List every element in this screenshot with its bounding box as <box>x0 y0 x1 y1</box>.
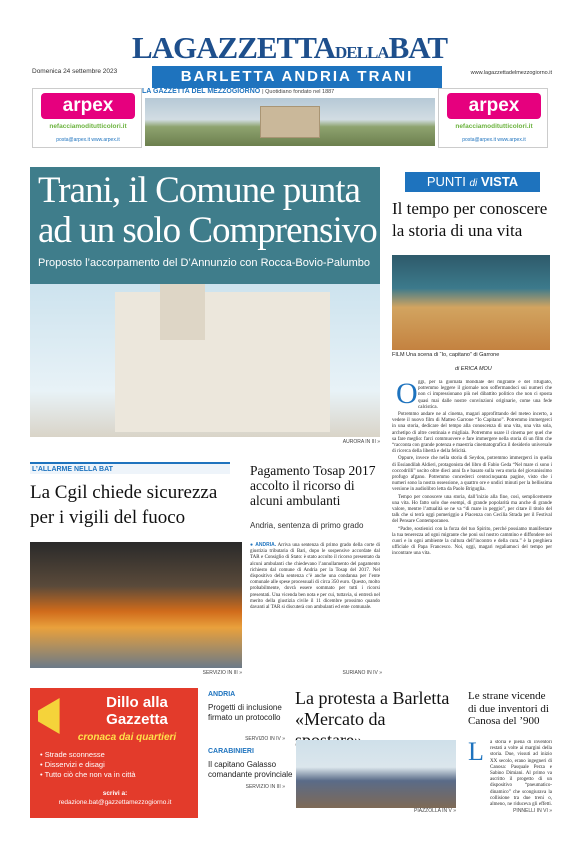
opinion-paragraph: ggi, per la giornata mondiale del migrante e del rifugiato, potremmo leggere il giornale non soffermandoci sui numeri che non ci impressionano più nel dibattito politico che non ci sposta quasi mai dalle nostre convinzioni originarie, come una fede calcistica. <box>418 380 552 410</box>
main-photo-credit: AURORA IN III » <box>342 439 380 445</box>
brand-gazzetta: GAZZETTA <box>173 30 336 65</box>
newspaper-logo <box>32 30 547 66</box>
market-photo <box>296 740 456 808</box>
opinion-author: di ERICA MOU <box>455 366 492 372</box>
dillo-title: Dillo alla Gazzetta <box>106 694 168 728</box>
opinion-dropcap: O <box>396 377 418 410</box>
main-subheadline: Proposto l’accorpamento del D’Annunzio con Rocca-Bovio-Palumbo <box>38 257 371 269</box>
dillo-write-label: scrivi a: <box>102 790 128 797</box>
castel-del-monte-photo <box>145 98 435 146</box>
carabinieri-brief-headline[interactable]: Il capitano Galasso comandante provinciale <box>208 760 293 779</box>
tosap-body-text: Arriva una sentenza di primo grado della corte di giustizia tributaria di Bari, dopo le sospensive accordate dal TAR e Consiglio di Stato: è stato accolto il ricorso presentato da alcuni ambulanti che chiedevano l’annullamento del pagamento richiesto dal comune di Andria per la Tosap del 2017. Nel dispositivo della sentenza c’è anche una condanna per l’ente comunale alle spese processuali di circa 350 euro. Questo, molto probabilmente, dovrà essere sommato per tutti i ricorsi presentati. Una vicenda ben nota e per cui, tuttavia, si entrerà nel merito della giustizia civile il 11 dicembre prossimo quando davanti al TAR si discuterà con ambulanti ed ente comunale. <box>250 543 380 611</box>
film-still-photo <box>392 255 550 350</box>
carabinieri-tag: CARABINIERI <box>208 748 254 755</box>
opinion-body <box>392 377 552 650</box>
tosap-dateline: ● ANDRIA. <box>250 542 277 548</box>
andria-brief-credit: SERVIZIO IN IV » <box>245 736 285 742</box>
mezzogiorno-title: LA GAZZETTA DEL MEZZOGIORNO <box>142 88 261 95</box>
mezzogiorno-subtitle: | Quotidiano fondato nel 1887 <box>262 89 335 95</box>
opinion-headline[interactable]: Il tempo per conoscere la storia di una vita <box>392 199 548 240</box>
ad-slogan: nefacciamoditutticolori.it <box>49 123 127 130</box>
pdv-word-vista: VISTA <box>480 174 519 189</box>
issue-date: Domenica 24 settembre 2023 <box>32 68 118 75</box>
inventori-headline[interactable]: Le strane vicende di due inventori di Canosa del ’900 <box>468 690 549 727</box>
ad-right[interactable] <box>438 88 548 148</box>
cities-banner: BARLETTA ANDRIA TRANI <box>152 66 442 88</box>
inventori-body: a storia è piena di inventori restati a volte ai margini della storia. Due, vissuti ad inizio XX secolo, erano ingegneri di Canosa: Pasquale Perza e Sabino Dimiani. Al primo va ascritto il progetto di un dispositivo “pneumatico-dinamico” che scongiurava la collisione tra due treni o, almeno, ne riduceva gli effetti. <box>490 740 552 808</box>
arpex-logo: arpex <box>447 93 541 119</box>
ad-contact: posta@arpex.it www.arpex.it <box>56 137 120 143</box>
list-item: • Strade sconnesse <box>40 750 196 760</box>
dillo-list <box>40 750 196 780</box>
allarme-section-label: L’ALLARME NELLA BAT <box>30 462 230 474</box>
list-item: • Disservizi e disagi <box>40 760 196 770</box>
dillo-email[interactable]: redazione.bat@gazzettamezzogiorno.it <box>58 799 172 806</box>
school-building-photo <box>30 284 380 437</box>
tosap-subheadline: Andria, sentenza di primo grado <box>250 521 364 530</box>
tosap-credit: SURIANO IN IV » <box>342 670 382 676</box>
cgil-headline[interactable]: La Cgil chiede sicurezza per i vigili del fuoco <box>30 482 218 528</box>
opinion-paragraph: “Padre, sostienici con la forza del tuo Spirito, perché possiamo manifestare la tua tenerezza ad ogni migrante che poni sul nostro cammino e diffondere nei cuori e in ogni ambiente la cultura dell’incontro e della cura.” è la preghiera ufficiale di Papa Francesco. Noi, oggi, magari regaliamoci del tempo per incontrare una vita. <box>392 526 552 557</box>
pdv-word-di: di <box>469 178 478 189</box>
ad-slogan: nefacciamoditutticolori.it <box>455 123 533 130</box>
market-photo-credit: PIAZZOLLA IN V » <box>414 808 456 814</box>
andria-brief-headline[interactable]: Progetti di inclusione firmato un protocollo <box>208 703 282 722</box>
film-caption: FILM Una scena di “Io, capitano” di Garrone <box>392 352 500 358</box>
tosap-body <box>250 542 380 670</box>
opinion-paragraph: Oppure, invece che nella storia di Seydou, potremmo immergerci in quella di Essiandilah Aldieri, protagonista del libro di Fabio Geda “Nel mare ci sono i coccodrilli” uscito oltre dieci anni fa e basato sulla vera storia del giovanissimo profugo afgano. Potremmo concederci centocinquanta pagine, visto che i numeri sono la nostra ossessione, a quattro ore e undici minuti per la bellissima versione in audiolibro letta da Paolo Briguglia. <box>392 456 552 493</box>
arpex-logo: arpex <box>41 93 135 119</box>
list-item: • Tutto ciò che non va in città <box>40 770 196 780</box>
dillo-alla-gazzetta-box[interactable] <box>30 688 198 818</box>
fire-photo <box>30 542 242 668</box>
carabinieri-brief-credit: SERVIZIO IN III » <box>245 784 285 790</box>
andria-tag: ANDRIA <box>208 691 236 698</box>
brand-bat: BAT <box>388 30 448 65</box>
inventori-credit: PINNELLI IN VI » <box>513 808 552 814</box>
protesta-headline[interactable]: La protesta a Barletta «Mercato da <box>295 688 450 729</box>
megaphone-icon <box>38 698 74 734</box>
ad-left[interactable] <box>32 88 142 148</box>
brand-della: DELLA <box>335 43 389 62</box>
inventori-dropcap: L <box>468 737 484 766</box>
ad-contact: posta@arpex.it www.arpex.it <box>462 137 526 143</box>
castle-shape <box>260 106 320 138</box>
brand-la: LA <box>131 30 174 65</box>
pdv-word-punti: PUNTI <box>426 174 466 189</box>
punti-di-vista-label <box>405 172 540 192</box>
main-headline: Trani, il Comune punta ad un solo Comprensivo <box>38 170 377 251</box>
tosap-headline[interactable]: Pagamento Tosap 2017 accolto il ricorso di alcuni ambulanti <box>250 463 376 508</box>
opinion-paragraph: Tempo per conoscere una storia, dall’inizio alla fine, così, semplicemente una vita. Ho fatto solo due esempi, di grande popolarità ma anche di grande valore, mentre l’attualità se ne va “di mare in peggio”, per citare il titolo del talk che si terrà oggi pomeriggio a Piacenza con Cecilia Strada per il Festival del Pensare Contemporaneo. <box>392 494 552 525</box>
fire-photo-credit: SERVIZIO IN III » <box>202 670 242 676</box>
dillo-contact <box>40 789 190 807</box>
tower-shape <box>160 284 205 340</box>
dillo-subtitle: cronaca dai quartieri <box>77 732 177 743</box>
website-link[interactable]: www.lagazzettadelmezzogiorno.it <box>470 70 552 76</box>
opinion-paragraph: Potremmo andare ne al cinema, magari approfittando del meteo incerto, a vedere il nuovo film di Matteo Garrone “Io Capitano”. Potremmo immergerci in una storia, dedicare del tempo alla conoscenza di una vita, una vita sola, archetipo di altre centinaia e migliaia. Potremmo usare il cinema per quel che sa fare meglio: farci commuovere e fare immergere nella storia di un film che “racconta con grande potenza e maestria cinematografica il desiderio universale di ricerca della libertà e della felicità. <box>392 412 552 455</box>
building-shape <box>115 292 330 432</box>
